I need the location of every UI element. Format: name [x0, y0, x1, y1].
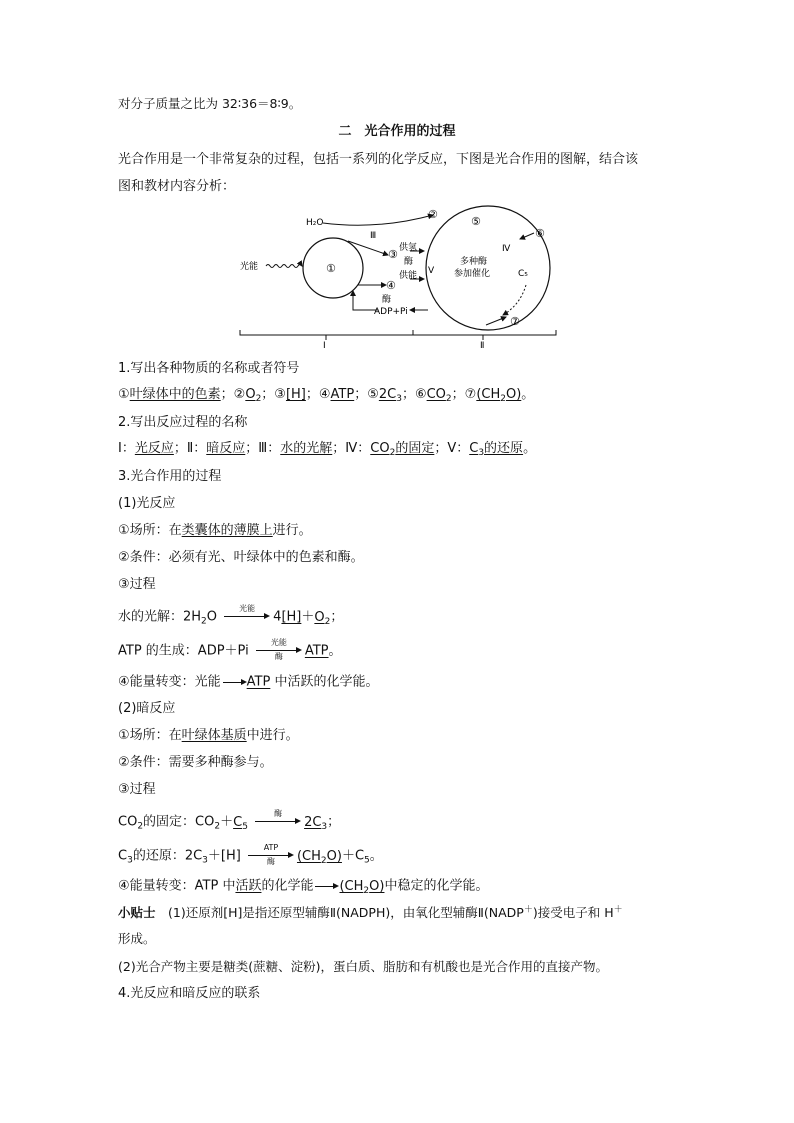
co2-fixation: $CO_2$的固定：$CO_2+C_5$ 酶 $2C_3$；: [118, 809, 341, 832]
light-condition: ②条件：必须有光、叶绿体中的色素和酶。: [118, 550, 364, 565]
photosynthesis-diagram: [238, 205, 558, 350]
atp-generation: ATP 的生成：ADP＋Pi 光能 酶 ATP。: [118, 638, 342, 661]
light-energy-conversion: ④能量转变：光能 ATP 中活跃的化学能。: [118, 674, 379, 690]
roman-4: Ⅳ: [502, 244, 511, 254]
c5-label: C₅: [518, 269, 528, 279]
dark-reaction-title: (2)暗反应: [118, 701, 176, 716]
light-enzyme-arrow: 光能 酶: [256, 642, 302, 660]
phase-2-label: Ⅱ: [480, 341, 485, 350]
brace-1: [240, 330, 413, 340]
question-4-title: 4.光反应和暗反应的联系: [118, 986, 261, 1001]
enzyme-label-2: 酶: [382, 295, 392, 305]
section-title: 二 光合作用的过程: [338, 124, 456, 139]
marker-1: ①: [326, 262, 336, 275]
h2o-label: H₂O: [306, 218, 324, 228]
light-reaction-title: (1)光反应: [118, 496, 176, 511]
marker-4: ④: [386, 279, 396, 292]
conversion-arrow-1: [221, 673, 247, 691]
phase-1-label: Ⅰ: [323, 341, 326, 350]
brace-2: [413, 330, 556, 340]
roman-5: Ⅴ: [428, 266, 435, 276]
question-2-answers: Ⅰ：光反应；Ⅱ：暗反应；Ⅲ：水的光解；Ⅳ：$CO_2$的固定；Ⅴ：$C_3$的还原。: [118, 441, 537, 458]
water-photolysis: 水的光解：$2H_2O$ 光能 $4[H]+O_2$；: [118, 604, 344, 627]
catalysis-label: 参加催化: [454, 269, 491, 279]
marker-5: ⑤: [471, 215, 481, 228]
hydrogen-supply-label: 供氢: [399, 243, 418, 253]
intro-line-2: 图和教材内容分析：: [118, 179, 236, 194]
tip-line-2: (2)光合产物主要是糖类(蔗糖、淀粉)，蛋白质、脂肪和有机酸也是光合作用的直接产物。: [118, 959, 608, 974]
light-process: ③过程: [118, 577, 156, 592]
tip-line-1: 小贴士 (1)还原剂[H]是指还原型辅酶Ⅱ(NADPH)，由氧化型辅酶Ⅱ(NADP＋)接受电子和 H＋: [118, 905, 623, 920]
conversion-arrow-2: [313, 877, 339, 895]
marker-2: ②: [428, 208, 438, 221]
top-line: 对分子质量之比为 32∶36＝8∶9。: [118, 96, 302, 111]
marker-3: ③: [388, 248, 398, 261]
marker-6: ⑥: [535, 227, 545, 240]
light-energy-arrow: 光能: [224, 608, 270, 626]
energy-supply-label: 供能: [399, 271, 418, 281]
marker-7: ⑦: [510, 315, 520, 328]
enzymes-label: 多种酶: [460, 257, 488, 267]
to-h-arrow: [348, 241, 388, 255]
question-1-title: 1.写出各种物质的名称或者符号: [118, 361, 300, 376]
light-site: ①场所：在类囊体的薄膜上进行。: [118, 523, 312, 538]
co2-in-arrow: [520, 233, 534, 239]
roman-3: Ⅲ: [370, 231, 377, 241]
enzyme-arrow: 酶: [255, 813, 301, 831]
light-wave: [266, 265, 302, 268]
enzyme-label-1: 酶: [404, 257, 414, 267]
water-to-oxygen-arrow: [323, 215, 433, 225]
dark-energy-conversion: ④能量转变：ATP 中活跃的化学能 $(CH_2O)$中稳定的化学能。: [118, 878, 489, 896]
c5-dashed-arrow: [503, 285, 526, 315]
c3-reduction: $C_3$的还原：$2C_3+[H]$ ATP 酶 $(CH_2O)+C_5$。: [118, 843, 383, 866]
light-label: 光能: [240, 262, 259, 272]
question-3-title: 3.光合作用的过程: [118, 469, 222, 484]
question-1-answers: ①叶绿体中的色素；$②O_2$；③[H]；④ATP；$⑤2C_3$；$⑥CO_2$；$⑦(CH_2O)$。: [118, 387, 535, 404]
dark-process: ③过程: [118, 782, 156, 797]
tip-line-1-cont: 形成。: [118, 931, 156, 946]
intro-line-1: 光合作用是一个非常复杂的过程，包括一系列的化学反应，下图是光合作用的图解，结合该: [118, 152, 639, 167]
calvin-cycle-circle: [426, 206, 550, 330]
atp-enzyme-arrow: ATP 酶: [248, 847, 294, 865]
output-arrow: [486, 317, 506, 325]
dark-condition: ②条件：需要多种酶参与。: [118, 755, 273, 770]
dark-site: ①场所：在叶绿体基质中进行。: [118, 728, 299, 743]
adp-pi-label: ADP+Pi: [374, 307, 408, 317]
question-2-title: 2.写出反应过程的名称: [118, 415, 248, 430]
